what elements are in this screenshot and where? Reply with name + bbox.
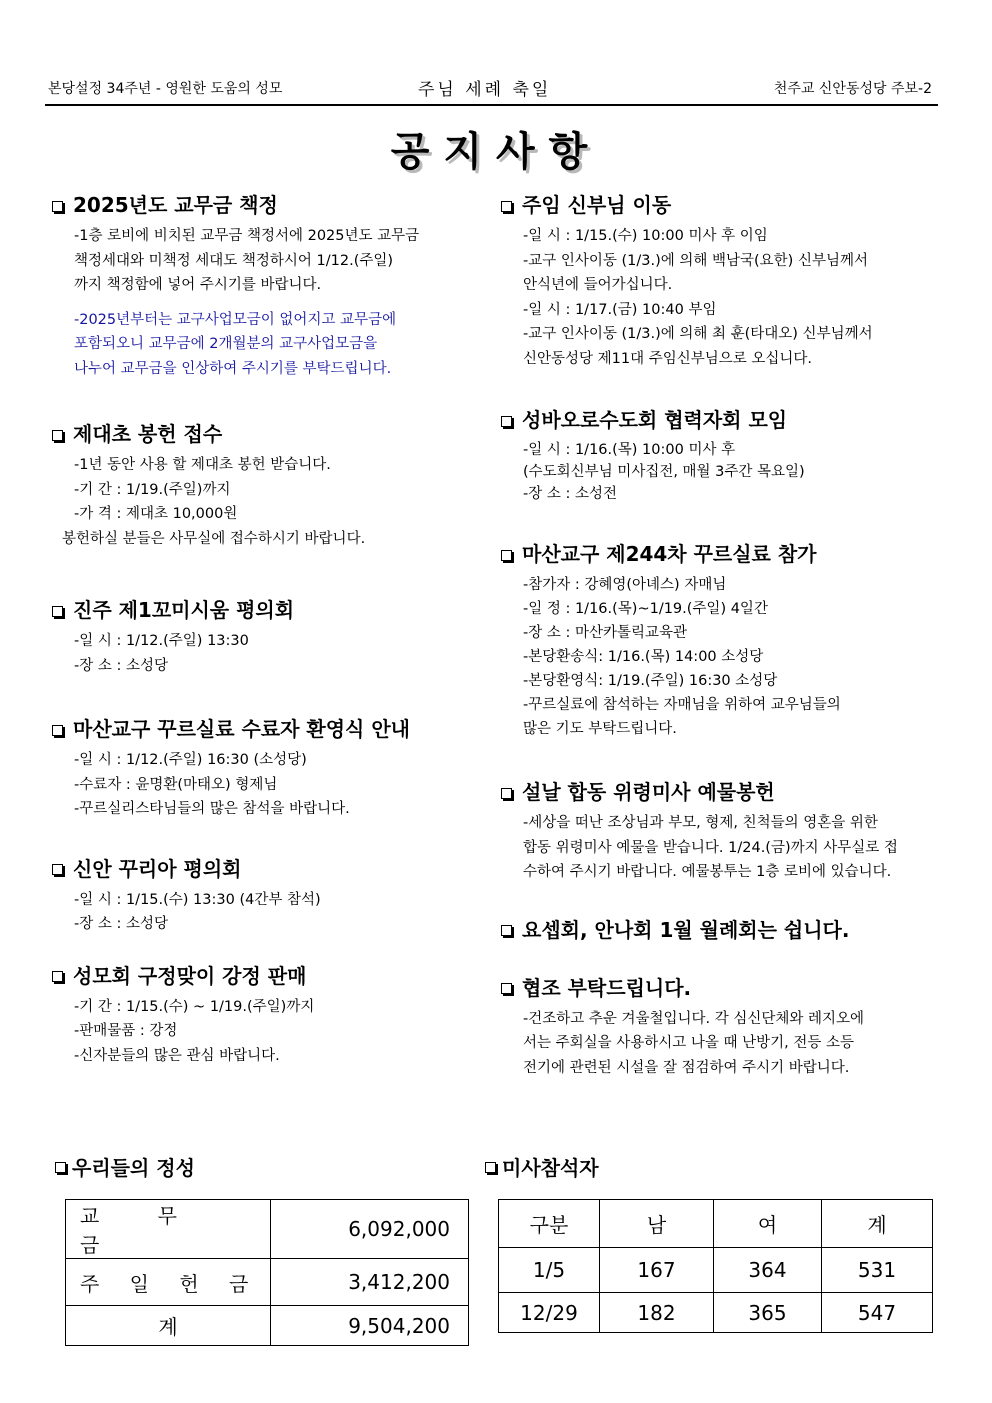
notice-line: 많은 기도 부탁드립니다.	[523, 721, 677, 737]
notice-line: -장 소 : 소성당	[74, 916, 168, 932]
table-row	[499, 1248, 933, 1293]
notice-line: -일 시 : 1/17.(금) 10:40 부임	[523, 301, 717, 318]
checkbox-bullet-icon	[52, 606, 63, 617]
notice-line: -일 시 : 1/15.(수) 13:30 (4간부 참석)	[74, 891, 321, 908]
notice-line: -1년 동안 사용 할 제대초 봉헌 받습니다.	[74, 457, 331, 473]
notice-line: -꾸르실료에 참석하는 자매님을 위하여 교우님들의	[523, 697, 841, 713]
checkbox-bullet-icon	[52, 725, 63, 736]
notice-line: -판매물품 : 강정	[74, 1023, 178, 1039]
notice-section	[501, 407, 929, 505]
notice-line: -1층 로비에 비치된 교무금 책정서에 2025년도 교무금	[74, 228, 420, 244]
table-cell: 182	[600, 1293, 714, 1333]
notice-section	[501, 541, 929, 741]
section-heading: 제대초 봉헌 접수	[52, 421, 480, 447]
checkbox-bullet-icon	[501, 201, 512, 212]
checkbox-bullet-icon	[52, 971, 63, 982]
table-row	[66, 1259, 469, 1306]
checkbox-bullet-icon	[501, 416, 512, 427]
table-cell: 365	[714, 1293, 822, 1333]
right-column	[501, 192, 929, 1080]
notice-line: 서는 주회실을 사용하시고 나올 때 난방기, 전등 소등	[523, 1035, 855, 1051]
notice-line: -본당환송식: 1/16.(목) 14:00 소성당	[523, 649, 764, 665]
section-heading: 요셉회, 안나회 1월 월례회는 쉽니다.	[501, 917, 929, 943]
section-heading: 협조 부탁드립니다.	[501, 975, 929, 1001]
table-cell: 364	[714, 1248, 822, 1293]
notice-line: 수하여 주시기 바랍니다. 예물봉투는 1층 로비에 있습니다.	[523, 864, 892, 880]
notice-line: -일 시 : 1/16.(목) 10:00 미사 후	[523, 442, 736, 458]
notice-line: -건조하고 추운 겨울철입니다. 각 심신단체와 레지오에	[523, 1010, 865, 1027]
table-cell-label: 교 무 금	[66, 1200, 271, 1259]
notice-section	[501, 192, 929, 371]
notice-line: -신자분들의 많은 관심 바랍니다.	[74, 1047, 280, 1064]
notice-line: -장 소 : 마산카톨릭교육관	[523, 625, 688, 641]
section-heading: 주임 신부님 이동	[501, 192, 929, 218]
table-header-row	[499, 1200, 933, 1248]
table-cell-value: 3,412,200	[271, 1259, 469, 1306]
notice-section	[501, 917, 929, 943]
notice-section	[52, 716, 480, 822]
notice-section	[501, 779, 929, 885]
notice-line: -수료자 : 윤명환(마태오) 형제님	[74, 776, 278, 793]
notice-line: -일 시 : 1/15.(수) 10:00 미사 후 이임	[523, 228, 768, 244]
table-header-cell: 계	[822, 1200, 933, 1248]
section-heading: 2025년도 교무금 책정	[52, 192, 480, 218]
notice-line: 신안동성당 제11대 주임신부님으로 오십니다.	[523, 350, 813, 367]
checkbox-bullet-icon	[52, 430, 63, 441]
notice-section	[52, 963, 480, 1069]
left-column	[52, 192, 480, 1068]
table-row	[499, 1293, 933, 1333]
notice-section	[501, 975, 929, 1081]
offerings-table	[65, 1199, 469, 1346]
notice-line: -본당환영식: 1/19.(주일) 16:30 소성당	[523, 673, 778, 689]
notice-line: -일 시 : 1/12.(주일) 16:30 (소성당)	[74, 752, 307, 768]
checkbox-bullet-icon	[501, 925, 512, 936]
table-cell: 167	[600, 1248, 714, 1293]
header-center-text: 주님 세례 축일	[418, 80, 552, 100]
notice-line: 봉헌하실 분들은 사무실에 접수하시기 바랍니다.	[62, 530, 366, 547]
bulletin-header	[45, 74, 938, 106]
table-cell-label: 주 일 헌 금	[66, 1259, 271, 1306]
table-cell: 1/5	[499, 1248, 600, 1293]
table-row	[66, 1200, 469, 1259]
notice-line: -가 격 : 제대초 10,000원	[74, 506, 238, 522]
notice-section	[52, 597, 480, 678]
notice-line-highlight: -2025년부터는 교구사업모금이 없어지고 교무금에	[74, 311, 397, 328]
table-header-cell: 구분	[499, 1200, 600, 1248]
notice-line: 안식년에 들어가십니다.	[523, 277, 673, 293]
table-cell: 12/29	[499, 1293, 600, 1333]
notice-line: -일 시 : 1/12.(주일) 13:30	[74, 633, 249, 649]
checkbox-bullet-icon	[52, 864, 63, 875]
checkbox-bullet-icon	[485, 1162, 496, 1173]
offerings-heading: 우리들의 정성	[55, 1152, 195, 1181]
checkbox-bullet-icon	[501, 983, 512, 994]
attendance-heading: 미사참석자	[485, 1152, 599, 1181]
notice-line: -교구 인사이동 (1/3.)에 의해 최 훈(타대오) 신부님께서	[523, 326, 873, 342]
notice-line: -참가자 : 강혜영(아녜스) 자매님	[523, 577, 727, 593]
notice-line-highlight: 나누어 교무금을 인상하여 주시기를 부탁드립니다.	[74, 360, 392, 377]
table-cell-value: 6,092,000	[271, 1200, 469, 1259]
table-cell: 531	[822, 1248, 933, 1293]
notice-section	[52, 856, 480, 937]
notice-line: -장 소 : 소성전	[523, 486, 617, 502]
section-heading: 성모회 구정맞이 강정 판매	[52, 963, 480, 989]
notice-line: 합동 위령미사 예물을 받습니다. 1/24.(금)까지 사무실로 접	[523, 839, 898, 856]
notice-line-highlight: 포함되오니 교무금에 2개월분의 교구사업모금을	[74, 336, 378, 352]
notice-line: 책정세대와 미책정 세대도 책정하시어 1/12.(주일)	[74, 252, 394, 269]
header-left-text: 본당설정 34주년 - 영원한 도움의 성모	[48, 81, 283, 97]
section-heading: 진주 제1꼬미시움 평의회	[52, 597, 480, 623]
section-heading: 성바오로수도회 협력자회 모임	[501, 407, 929, 433]
page-title: 공지사항	[390, 129, 602, 175]
checkbox-bullet-icon	[501, 788, 512, 799]
table-cell: 547	[822, 1293, 933, 1333]
notice-line: -장 소 : 소성당	[74, 657, 168, 674]
notice-line: 까지 책정함에 넣어 주시기를 바랍니다.	[74, 277, 322, 293]
table-row	[66, 1306, 469, 1346]
notice-line: (수도회신부님 미사집전, 매월 3주간 목요일)	[523, 464, 805, 480]
notice-section	[52, 192, 480, 381]
table-cell-label: 계	[66, 1306, 271, 1346]
table-cell-value: 9,504,200	[271, 1306, 469, 1346]
notice-line: -교구 인사이동 (1/3.)에 의해 백남국(요한) 신부님께서	[523, 252, 868, 269]
notice-line: -꾸르실리스타님들의 많은 참석을 바랍니다.	[74, 801, 350, 817]
header-right-text: 천주교 신안동성당 주보-2	[773, 81, 932, 97]
notice-line: -일 정 : 1/16.(목)~1/19.(주일) 4일간	[523, 601, 768, 617]
notice-line: -기 간 : 1/15.(수) ~ 1/19.(주일)까지	[74, 998, 315, 1015]
section-heading: 신안 꾸리아 평의회	[52, 856, 480, 882]
attendance-table	[498, 1199, 933, 1333]
section-heading: 마산교구 꾸르실료 수료자 환영식 안내	[52, 716, 480, 742]
table-header-cell: 여	[714, 1200, 822, 1248]
checkbox-bullet-icon	[501, 550, 512, 561]
table-header-cell: 남	[600, 1200, 714, 1248]
checkbox-bullet-icon	[52, 201, 63, 212]
notice-section	[52, 421, 480, 551]
section-heading: 마산교구 제244차 꾸르실료 참가	[501, 541, 929, 567]
notice-line: 전기에 관련된 시설을 잘 점검하여 주시기 바랍니다.	[523, 1059, 850, 1076]
checkbox-bullet-icon	[55, 1162, 66, 1173]
notice-line: -기 간 : 1/19.(주일)까지	[74, 481, 231, 498]
notice-line: -세상을 떠난 조상님과 부모, 형제, 친척들의 영혼을 위한	[523, 815, 878, 831]
section-heading: 설날 합동 위령미사 예물봉헌	[501, 779, 929, 805]
